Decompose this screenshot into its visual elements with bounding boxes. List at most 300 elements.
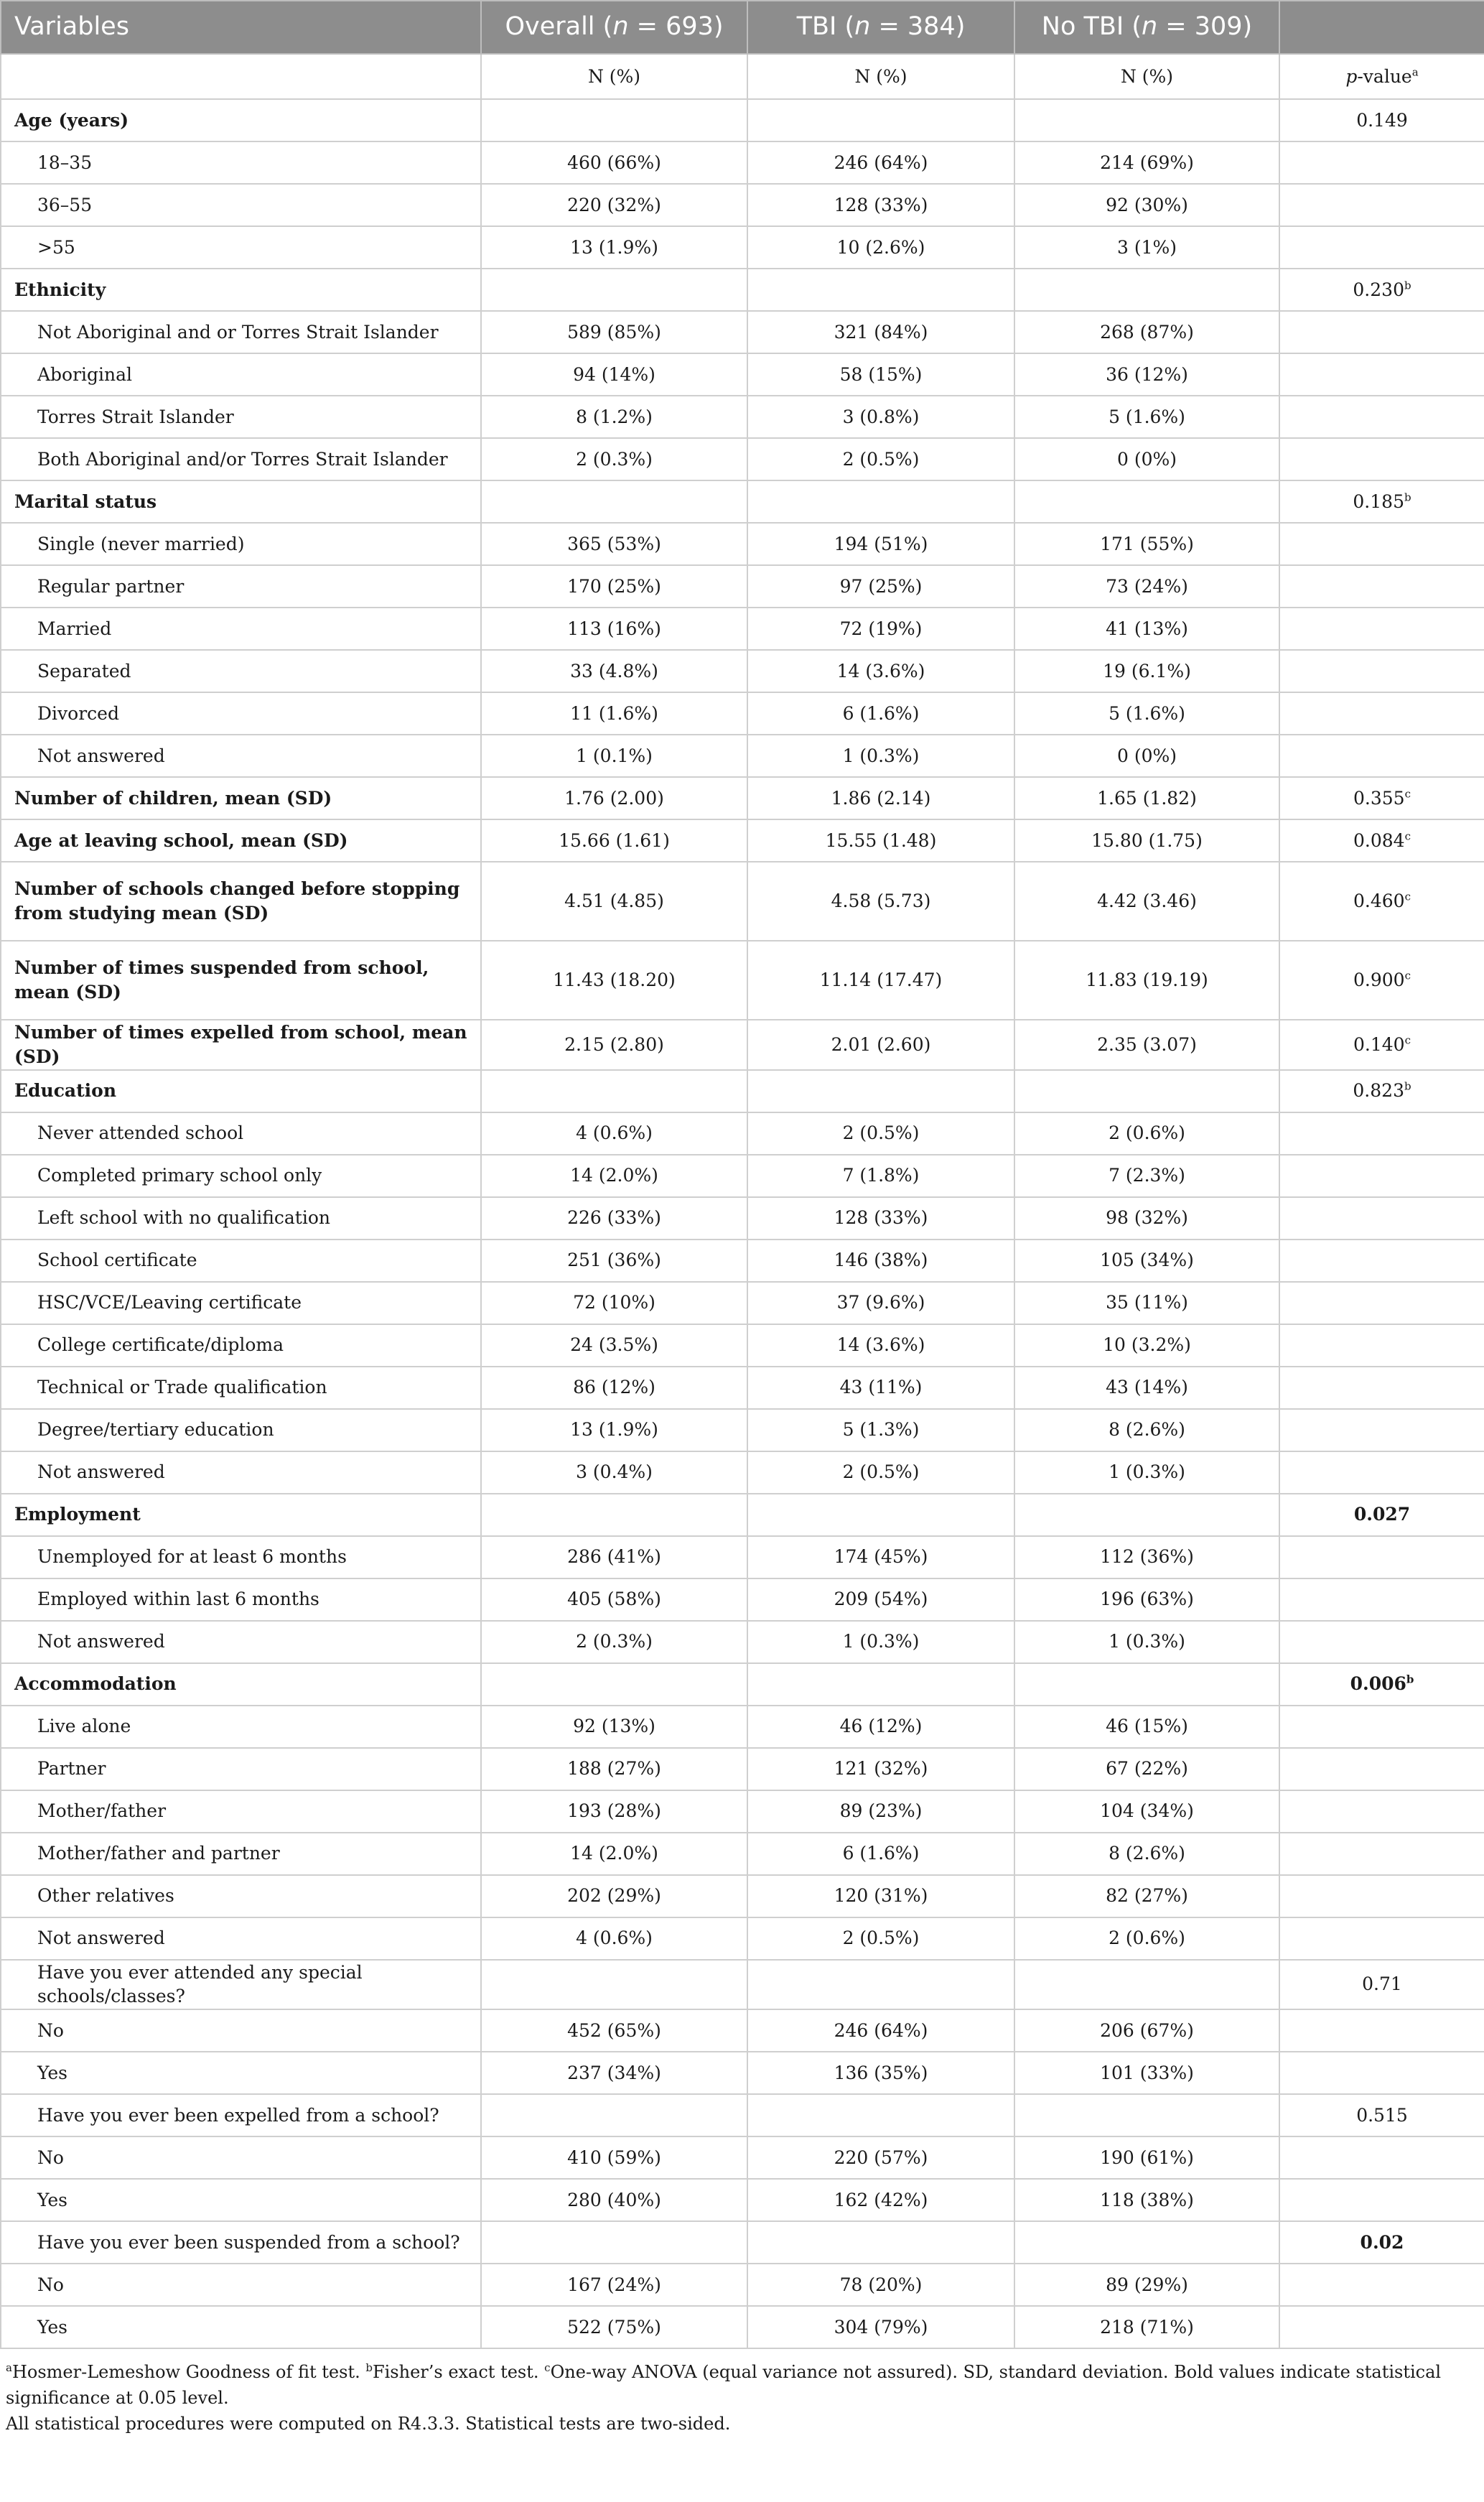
row-label: Degree/tertiary education bbox=[1, 1409, 481, 1451]
row-label: Single (never married) bbox=[1, 523, 481, 565]
cell-notbi: 73 (24%) bbox=[1014, 565, 1279, 608]
cell-overall: 237 (34%) bbox=[481, 2052, 747, 2094]
row-label: No bbox=[1, 2009, 481, 2052]
cell-tbi bbox=[747, 1494, 1014, 1536]
header-no-tbi-n: n bbox=[1141, 12, 1158, 42]
cell-pvalue bbox=[1279, 311, 1484, 353]
row-label: 18–35 bbox=[1, 141, 481, 184]
cell-notbi: 67 (22%) bbox=[1014, 1748, 1279, 1790]
cell-overall: 4 (0.6%) bbox=[481, 1917, 747, 1960]
table-row bbox=[1, 2009, 1484, 2052]
header-variables-label: Variables bbox=[14, 12, 129, 42]
cell-pvalue bbox=[1279, 1917, 1484, 1960]
table-row bbox=[1, 650, 1484, 692]
cell-overall: 167 (24%) bbox=[481, 2264, 747, 2306]
subheader-blank bbox=[1, 54, 481, 99]
cell-pvalue bbox=[1279, 1155, 1484, 1197]
cell-overall: 14 (2.0%) bbox=[481, 1155, 747, 1197]
table-row-group bbox=[1, 1663, 1484, 1706]
cell-notbi bbox=[1014, 2221, 1279, 2264]
row-label: Never attended school bbox=[1, 1112, 481, 1155]
header-row bbox=[1, 1, 1484, 54]
cell-overall bbox=[481, 1494, 747, 1536]
table-row bbox=[1, 1917, 1484, 1960]
cell-pvalue bbox=[1279, 777, 1484, 819]
cell-pvalue bbox=[1279, 1367, 1484, 1409]
header-pvalue-blank bbox=[1279, 1, 1484, 54]
cell-overall: 4.51 (4.85) bbox=[481, 862, 747, 941]
cell-tbi: 246 (64%) bbox=[747, 2009, 1014, 2052]
cell-pvalue bbox=[1279, 2221, 1484, 2264]
table-row bbox=[1, 1324, 1484, 1367]
table-row bbox=[1, 1197, 1484, 1240]
table-row bbox=[1, 1960, 1484, 2010]
table-row-group bbox=[1, 269, 1484, 311]
cell-tbi: 2 (0.5%) bbox=[747, 1451, 1014, 1494]
cell-notbi: 2 (0.6%) bbox=[1014, 1112, 1279, 1155]
cell-notbi bbox=[1014, 480, 1279, 523]
cell-overall: 14 (2.0%) bbox=[481, 1833, 747, 1875]
cell-notbi: 3 (1%) bbox=[1014, 226, 1279, 269]
cell-pvalue bbox=[1279, 2009, 1484, 2052]
footnote-b-text: Fisher’s exact test. bbox=[372, 2362, 545, 2382]
cell-notbi: 1 (0.3%) bbox=[1014, 1621, 1279, 1663]
cell-overall: 1.76 (2.00) bbox=[481, 777, 747, 819]
row-label: Employment bbox=[1, 1494, 481, 1536]
cell-overall: 3 (0.4%) bbox=[481, 1451, 747, 1494]
row-label: Other relatives bbox=[1, 1875, 481, 1917]
cell-pvalue bbox=[1279, 269, 1484, 311]
row-label: Divorced bbox=[1, 692, 481, 735]
cell-overall: 4 (0.6%) bbox=[481, 1112, 747, 1155]
cell-tbi: 6 (1.6%) bbox=[747, 692, 1014, 735]
row-label: Have you ever been expelled from a school? bbox=[1, 2094, 481, 2136]
cell-tbi: 4.58 (5.73) bbox=[747, 862, 1014, 941]
table-row-group bbox=[1, 99, 1484, 141]
cell-notbi: 2.35 (3.07) bbox=[1014, 1020, 1279, 1070]
subheader-row bbox=[1, 54, 1484, 99]
cell-tbi: 58 (15%) bbox=[747, 353, 1014, 396]
cell-notbi: 15.80 (1.75) bbox=[1014, 819, 1279, 862]
cell-notbi: 11.83 (19.19) bbox=[1014, 941, 1279, 1020]
cell-notbi bbox=[1014, 2094, 1279, 2136]
table-header bbox=[1, 1, 1484, 99]
cell-pvalue bbox=[1279, 184, 1484, 226]
cell-notbi: 35 (11%) bbox=[1014, 1282, 1279, 1324]
cell-tbi: 136 (35%) bbox=[747, 2052, 1014, 2094]
cell-notbi: 101 (33%) bbox=[1014, 2052, 1279, 2094]
pvalue-footnote-marker: b bbox=[1404, 1079, 1411, 1093]
cell-overall: 251 (36%) bbox=[481, 1240, 747, 1282]
cell-pvalue bbox=[1279, 1621, 1484, 1663]
cell-notbi: 112 (36%) bbox=[1014, 1536, 1279, 1578]
cell-pvalue bbox=[1279, 480, 1484, 523]
row-label: Yes bbox=[1, 2306, 481, 2348]
table-row-group bbox=[1, 941, 1484, 1020]
cell-pvalue bbox=[1279, 735, 1484, 777]
cell-overall: 11.43 (18.20) bbox=[481, 941, 747, 1020]
footnote-c-marker: c bbox=[544, 2361, 551, 2374]
cell-pvalue bbox=[1279, 1790, 1484, 1833]
cell-notbi: 104 (34%) bbox=[1014, 1790, 1279, 1833]
cell-notbi: 8 (2.6%) bbox=[1014, 1409, 1279, 1451]
table-row bbox=[1, 1833, 1484, 1875]
cell-overall: 2 (0.3%) bbox=[481, 438, 747, 480]
cell-pvalue bbox=[1279, 1706, 1484, 1748]
row-label: Separated bbox=[1, 650, 481, 692]
pvalue-footnote-marker: c bbox=[1404, 969, 1411, 982]
cell-overall bbox=[481, 2094, 747, 2136]
header-tbi bbox=[747, 1, 1014, 54]
table-row-group bbox=[1, 1020, 1484, 1070]
pvalue-number: 0.460 bbox=[1353, 890, 1405, 912]
pvalue-number: 0.71 bbox=[1362, 1973, 1402, 1995]
table-row bbox=[1, 1790, 1484, 1833]
footnote-c-text: One-way ANOVA (equal variance not assured). SD, standard deviation. Bold values indicate statistical significance at 0.05 level. bbox=[6, 2362, 1442, 2408]
cell-overall: 405 (58%) bbox=[481, 1578, 747, 1621]
cell-pvalue bbox=[1279, 1324, 1484, 1367]
cell-pvalue bbox=[1279, 1240, 1484, 1282]
pvalue-number: 0.823 bbox=[1353, 1080, 1404, 1102]
cell-overall: 193 (28%) bbox=[481, 1790, 747, 1833]
table-row bbox=[1, 226, 1484, 269]
cell-notbi: 190 (61%) bbox=[1014, 2136, 1279, 2179]
cell-pvalue bbox=[1279, 353, 1484, 396]
header-overall bbox=[481, 1, 747, 54]
table-row bbox=[1, 184, 1484, 226]
cell-tbi: 2.01 (2.60) bbox=[747, 1020, 1014, 1070]
cell-notbi: 105 (34%) bbox=[1014, 1240, 1279, 1282]
table-row bbox=[1, 2179, 1484, 2221]
table-row-group bbox=[1, 1070, 1484, 1112]
cell-tbi: 174 (45%) bbox=[747, 1536, 1014, 1578]
cell-overall: 220 (32%) bbox=[481, 184, 747, 226]
table-row bbox=[1, 523, 1484, 565]
cell-overall: 13 (1.9%) bbox=[481, 226, 747, 269]
pvalue-sup: a bbox=[1411, 65, 1419, 79]
cell-pvalue bbox=[1279, 2094, 1484, 2136]
cell-pvalue bbox=[1279, 608, 1484, 650]
cell-tbi: 1 (0.3%) bbox=[747, 735, 1014, 777]
cell-pvalue bbox=[1279, 1833, 1484, 1875]
cell-tbi: 146 (38%) bbox=[747, 1240, 1014, 1282]
row-label: Not answered bbox=[1, 1621, 481, 1663]
cell-overall: 1 (0.1%) bbox=[481, 735, 747, 777]
pvalue-p: p bbox=[1345, 65, 1358, 87]
cell-overall: 2 (0.3%) bbox=[481, 1621, 747, 1663]
cell-notbi: 218 (71%) bbox=[1014, 2306, 1279, 2348]
cell-overall bbox=[481, 1663, 747, 1706]
row-label: Ethnicity bbox=[1, 269, 481, 311]
cell-notbi: 268 (87%) bbox=[1014, 311, 1279, 353]
cell-notbi: 0 (0%) bbox=[1014, 438, 1279, 480]
cell-pvalue bbox=[1279, 862, 1484, 941]
cell-pvalue bbox=[1279, 941, 1484, 1020]
subheader-overall: N (%) bbox=[481, 54, 747, 99]
cell-pvalue bbox=[1279, 2052, 1484, 2094]
row-label: School certificate bbox=[1, 1240, 481, 1282]
cell-overall: 202 (29%) bbox=[481, 1875, 747, 1917]
cell-tbi: 1.86 (2.14) bbox=[747, 777, 1014, 819]
cell-notbi: 171 (55%) bbox=[1014, 523, 1279, 565]
row-label: Employed within last 6 months bbox=[1, 1578, 481, 1621]
row-label: Marital status bbox=[1, 480, 481, 523]
table-row bbox=[1, 608, 1484, 650]
table-row bbox=[1, 1578, 1484, 1621]
header-overall-value: = 693) bbox=[628, 12, 724, 42]
cell-notbi: 4.42 (3.46) bbox=[1014, 862, 1279, 941]
table-row bbox=[1, 1875, 1484, 1917]
cell-notbi: 196 (63%) bbox=[1014, 1578, 1279, 1621]
table-row bbox=[1, 311, 1484, 353]
pvalue-number: 0.006 bbox=[1350, 1673, 1406, 1695]
cell-tbi: 246 (64%) bbox=[747, 141, 1014, 184]
table-row bbox=[1, 1748, 1484, 1790]
table-row-group bbox=[1, 1494, 1484, 1536]
cell-pvalue bbox=[1279, 1112, 1484, 1155]
cell-notbi: 92 (30%) bbox=[1014, 184, 1279, 226]
row-label: Not answered bbox=[1, 735, 481, 777]
footnote-line-2: All statistical procedures were computed on R4.3.3. Statistical tests are two-sided. bbox=[6, 2414, 731, 2434]
cell-pvalue bbox=[1279, 1070, 1484, 1112]
pvalue-number: 0.230 bbox=[1353, 279, 1404, 300]
footnote-a-marker: a bbox=[6, 2361, 12, 2374]
cell-pvalue bbox=[1279, 2264, 1484, 2306]
cell-pvalue bbox=[1279, 1409, 1484, 1451]
header-tbi-value: = 384) bbox=[870, 12, 966, 42]
cell-notbi: 46 (15%) bbox=[1014, 1706, 1279, 1748]
cell-overall: 365 (53%) bbox=[481, 523, 747, 565]
cell-overall: 33 (4.8%) bbox=[481, 650, 747, 692]
cell-overall: 8 (1.2%) bbox=[481, 396, 747, 438]
cell-overall: 589 (85%) bbox=[481, 311, 747, 353]
cell-notbi: 36 (12%) bbox=[1014, 353, 1279, 396]
row-label: Regular partner bbox=[1, 565, 481, 608]
cell-pvalue bbox=[1279, 2136, 1484, 2179]
cell-overall: 522 (75%) bbox=[481, 2306, 747, 2348]
cell-overall bbox=[481, 480, 747, 523]
cell-pvalue bbox=[1279, 396, 1484, 438]
row-label: Number of schools changed before stopping from studying mean (SD) bbox=[1, 862, 481, 941]
cell-tbi bbox=[747, 480, 1014, 523]
table-row bbox=[1, 1409, 1484, 1451]
cell-overall: 226 (33%) bbox=[481, 1197, 747, 1240]
cell-overall: 280 (40%) bbox=[481, 2179, 747, 2221]
pvalue-footnote-marker: b bbox=[1404, 279, 1411, 292]
cell-tbi bbox=[747, 269, 1014, 311]
cell-tbi: 97 (25%) bbox=[747, 565, 1014, 608]
row-label: Age (years) bbox=[1, 99, 481, 141]
cell-tbi: 209 (54%) bbox=[747, 1578, 1014, 1621]
table-row bbox=[1, 2221, 1484, 2264]
cell-tbi: 128 (33%) bbox=[747, 1197, 1014, 1240]
cell-tbi: 194 (51%) bbox=[747, 523, 1014, 565]
row-label: 36–55 bbox=[1, 184, 481, 226]
row-label: Have you ever been suspended from a school? bbox=[1, 2221, 481, 2264]
cell-notbi bbox=[1014, 99, 1279, 141]
cell-tbi: 1 (0.3%) bbox=[747, 1621, 1014, 1663]
cell-overall: 24 (3.5%) bbox=[481, 1324, 747, 1367]
row-label: Left school with no qualification bbox=[1, 1197, 481, 1240]
row-label: Technical or Trade qualification bbox=[1, 1367, 481, 1409]
row-label: Number of times suspended from school, mean (SD) bbox=[1, 941, 481, 1020]
table-row bbox=[1, 1240, 1484, 1282]
row-label: Unemployed for at least 6 months bbox=[1, 1536, 481, 1578]
row-label: Both Aboriginal and/or Torres Strait Islander bbox=[1, 438, 481, 480]
cell-tbi: 15.55 (1.48) bbox=[747, 819, 1014, 862]
cell-overall: 2.15 (2.80) bbox=[481, 1020, 747, 1070]
subheader-no-tbi: N (%) bbox=[1014, 54, 1279, 99]
cell-tbi: 5 (1.3%) bbox=[747, 1409, 1014, 1451]
pvalue-number: 0.900 bbox=[1353, 969, 1405, 991]
cell-tbi: 78 (20%) bbox=[747, 2264, 1014, 2306]
row-label: Yes bbox=[1, 2179, 481, 2221]
header-tbi-n: n bbox=[854, 12, 871, 42]
table-row-group bbox=[1, 819, 1484, 862]
cell-notbi: 10 (3.2%) bbox=[1014, 1324, 1279, 1367]
table-row bbox=[1, 1706, 1484, 1748]
cell-tbi: 128 (33%) bbox=[747, 184, 1014, 226]
cell-overall bbox=[481, 2221, 747, 2264]
pvalue-number: 0.149 bbox=[1356, 109, 1408, 131]
cell-pvalue bbox=[1279, 650, 1484, 692]
pvalue-number: 0.140 bbox=[1353, 1033, 1405, 1055]
cell-overall: 15.66 (1.61) bbox=[481, 819, 747, 862]
cell-pvalue bbox=[1279, 565, 1484, 608]
row-label: Completed primary school only bbox=[1, 1155, 481, 1197]
cell-overall: 11 (1.6%) bbox=[481, 692, 747, 735]
cell-overall: 86 (12%) bbox=[481, 1367, 747, 1409]
cell-overall: 188 (27%) bbox=[481, 1748, 747, 1790]
table-body bbox=[1, 99, 1484, 2348]
pvalue-footnote-marker: c bbox=[1404, 829, 1411, 843]
pvalue-number: 0.027 bbox=[1353, 1504, 1411, 1525]
table-row bbox=[1, 1112, 1484, 1155]
row-label: Accommodation bbox=[1, 1663, 481, 1706]
row-label: Number of times expelled from school, mean (SD) bbox=[1, 1020, 481, 1070]
cell-notbi: 1.65 (1.82) bbox=[1014, 777, 1279, 819]
cell-overall: 452 (65%) bbox=[481, 2009, 747, 2052]
table-row bbox=[1, 353, 1484, 396]
cell-notbi: 214 (69%) bbox=[1014, 141, 1279, 184]
subheader-pvalue bbox=[1279, 54, 1484, 99]
cell-notbi: 19 (6.1%) bbox=[1014, 650, 1279, 692]
table-row-group bbox=[1, 480, 1484, 523]
pvalue-footnote-marker: b bbox=[1404, 490, 1411, 504]
row-label: Not answered bbox=[1, 1451, 481, 1494]
cell-pvalue bbox=[1279, 1494, 1484, 1536]
table-row bbox=[1, 735, 1484, 777]
table-row bbox=[1, 692, 1484, 735]
cell-tbi: 7 (1.8%) bbox=[747, 1155, 1014, 1197]
cell-overall: 72 (10%) bbox=[481, 1282, 747, 1324]
table-row bbox=[1, 2052, 1484, 2094]
cell-tbi: 43 (11%) bbox=[747, 1367, 1014, 1409]
cell-tbi: 10 (2.6%) bbox=[747, 226, 1014, 269]
footnote-line-1 bbox=[6, 2359, 1470, 2411]
cell-notbi: 1 (0.3%) bbox=[1014, 1451, 1279, 1494]
table-row bbox=[1, 1282, 1484, 1324]
row-label: HSC/VCE/Leaving certificate bbox=[1, 1282, 481, 1324]
cell-tbi: 162 (42%) bbox=[747, 2179, 1014, 2221]
row-label: Mother/father bbox=[1, 1790, 481, 1833]
table-row bbox=[1, 2264, 1484, 2306]
row-label: >55 bbox=[1, 226, 481, 269]
pvalue-number: 0.084 bbox=[1353, 829, 1405, 851]
cell-notbi: 2 (0.6%) bbox=[1014, 1917, 1279, 1960]
table-row bbox=[1, 1451, 1484, 1494]
header-tbi-label: TBI ( bbox=[796, 12, 855, 42]
cell-pvalue bbox=[1279, 1875, 1484, 1917]
cell-notbi: 0 (0%) bbox=[1014, 735, 1279, 777]
pvalue-number: 0.355 bbox=[1353, 787, 1405, 809]
cell-pvalue bbox=[1279, 1960, 1484, 2010]
cell-overall bbox=[481, 99, 747, 141]
cell-tbi bbox=[747, 2221, 1014, 2264]
row-label: Aboriginal bbox=[1, 353, 481, 396]
cell-pvalue bbox=[1279, 1451, 1484, 1494]
cell-notbi: 7 (2.3%) bbox=[1014, 1155, 1279, 1197]
cell-pvalue bbox=[1279, 819, 1484, 862]
pvalue-number: 0.02 bbox=[1360, 2231, 1404, 2253]
header-variables bbox=[1, 1, 481, 54]
cell-notbi bbox=[1014, 269, 1279, 311]
cell-overall: 286 (41%) bbox=[481, 1536, 747, 1578]
cell-tbi: 46 (12%) bbox=[747, 1706, 1014, 1748]
header-no-tbi-label: No TBI ( bbox=[1041, 12, 1142, 42]
footnote-a-text: Hosmer-Lemeshow Goodness of fit test. bbox=[11, 2362, 366, 2382]
table-row bbox=[1, 2094, 1484, 2136]
table-row-group bbox=[1, 777, 1484, 819]
table-row bbox=[1, 565, 1484, 608]
cell-overall bbox=[481, 1960, 747, 2010]
cell-tbi: 304 (79%) bbox=[747, 2306, 1014, 2348]
cell-notbi: 118 (38%) bbox=[1014, 2179, 1279, 2221]
cell-tbi: 3 (0.8%) bbox=[747, 396, 1014, 438]
cell-notbi: 43 (14%) bbox=[1014, 1367, 1279, 1409]
pvalue-footnote-marker: c bbox=[1404, 890, 1411, 903]
cell-pvalue bbox=[1279, 523, 1484, 565]
cell-tbi: 220 (57%) bbox=[747, 2136, 1014, 2179]
cell-notbi: 82 (27%) bbox=[1014, 1875, 1279, 1917]
cell-notbi bbox=[1014, 1494, 1279, 1536]
cell-pvalue bbox=[1279, 1748, 1484, 1790]
row-label: Not answered bbox=[1, 1917, 481, 1960]
cell-notbi bbox=[1014, 1663, 1279, 1706]
row-label: Education bbox=[1, 1070, 481, 1112]
cell-overall: 92 (13%) bbox=[481, 1706, 747, 1748]
cell-tbi bbox=[747, 99, 1014, 141]
cell-pvalue bbox=[1279, 692, 1484, 735]
table-row bbox=[1, 438, 1484, 480]
subheader-tbi: N (%) bbox=[747, 54, 1014, 99]
cell-notbi: 8 (2.6%) bbox=[1014, 1833, 1279, 1875]
cell-tbi: 2 (0.5%) bbox=[747, 438, 1014, 480]
row-label: Age at leaving school, mean (SD) bbox=[1, 819, 481, 862]
cell-tbi bbox=[747, 1070, 1014, 1112]
cell-pvalue bbox=[1279, 99, 1484, 141]
row-label: Mother/father and partner bbox=[1, 1833, 481, 1875]
cell-pvalue bbox=[1279, 438, 1484, 480]
cell-overall: 170 (25%) bbox=[481, 565, 747, 608]
pvalue-footnote-marker: c bbox=[1404, 1033, 1411, 1047]
cell-pvalue bbox=[1279, 141, 1484, 184]
table-row bbox=[1, 396, 1484, 438]
cell-tbi: 14 (3.6%) bbox=[747, 650, 1014, 692]
row-label: Torres Strait Islander bbox=[1, 396, 481, 438]
cell-notbi: 206 (67%) bbox=[1014, 2009, 1279, 2052]
row-label: Live alone bbox=[1, 1706, 481, 1748]
